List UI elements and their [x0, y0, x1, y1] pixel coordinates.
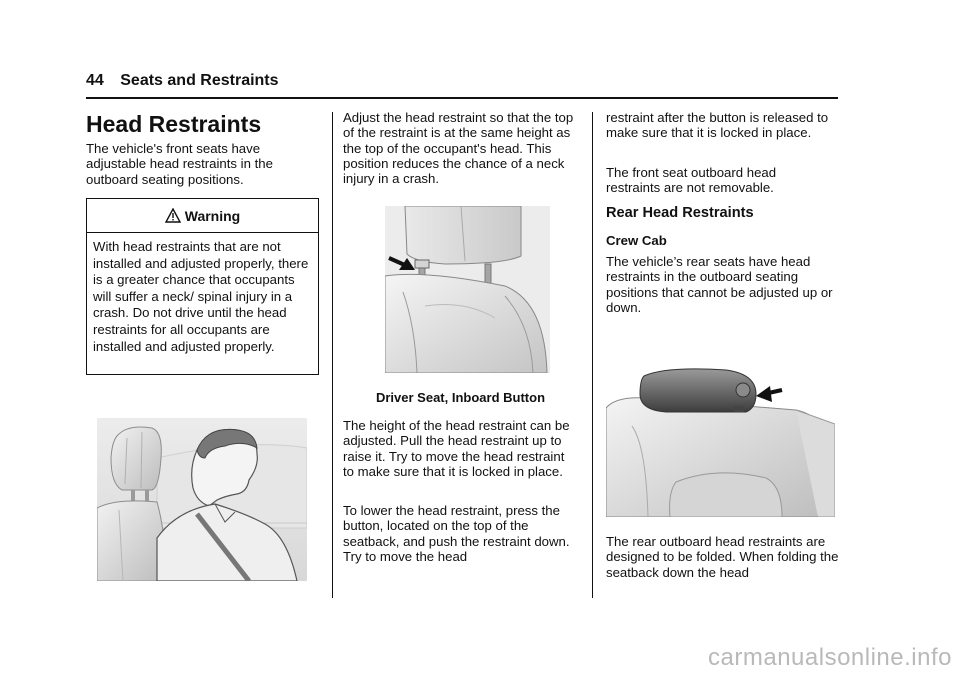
section-title: Seats and Restraints [120, 72, 279, 89]
watermark: carmanualsonline.info [708, 644, 952, 671]
fold-paragraph: The rear outboard head restraints are designed to be folded. When folding the seatback down the head [606, 534, 839, 580]
column-divider-2 [592, 112, 593, 598]
driver-seat-inboard-button-illustration [385, 206, 550, 373]
crew-cab-heading: Crew Cab [606, 233, 667, 248]
intro-paragraph: The vehicle's front seats have adjustable head restraints in the outboard seating positions. [86, 141, 273, 187]
page-number: 44 [86, 72, 104, 89]
page-title: Head Restraints [86, 111, 262, 137]
height-adjust-paragraph: The height of the head restraint can be adjusted. Pull the head restraint up to raise it. Try to move the head restraint to make sure that it is locked in place. [343, 418, 570, 479]
rear-head-restraint-illustration [606, 366, 835, 517]
not-removable-paragraph: The front seat outboard head restraints are not removable. [606, 165, 777, 196]
page-header [86, 72, 279, 90]
warning-triangle-icon [165, 208, 181, 223]
warning-header [87, 199, 318, 233]
figure-caption-driver-seat: Driver Seat, Inboard Button [375, 390, 546, 405]
occupant-head-restraint-illustration [97, 418, 307, 581]
adjust-paragraph: Adjust the head restraint so that the top of the restraint is at the same height as the top of the occupant's head. This position reduces the chance of a neck injury in a crash. [343, 110, 574, 187]
rear-seats-paragraph: The vehicle’s rear seats have head restraints in the outboard seating positions that cannot be adjusted up or down. [606, 254, 833, 315]
button-released-paragraph: restraint after the button is released to make sure that it is locked in place. [606, 110, 829, 141]
lower-restraint-paragraph: To lower the head restraint, press the button, located on the top of the seatback, and push the restraint down. Try to move the head [343, 503, 570, 564]
rear-head-restraints-heading: Rear Head Restraints [606, 205, 754, 221]
warning-body: With head restraints that are not installed and adjusted properly, there is a greater chance that occupants will suffer a neck/ spinal injury in a crash. Do not drive until the head restraints for all occupants are installed and adjusted properly. [93, 239, 309, 354]
column-divider-1 [332, 112, 333, 598]
warning-box [86, 198, 319, 375]
header-divider [86, 97, 838, 99]
warning-title: Warning [184, 207, 241, 224]
